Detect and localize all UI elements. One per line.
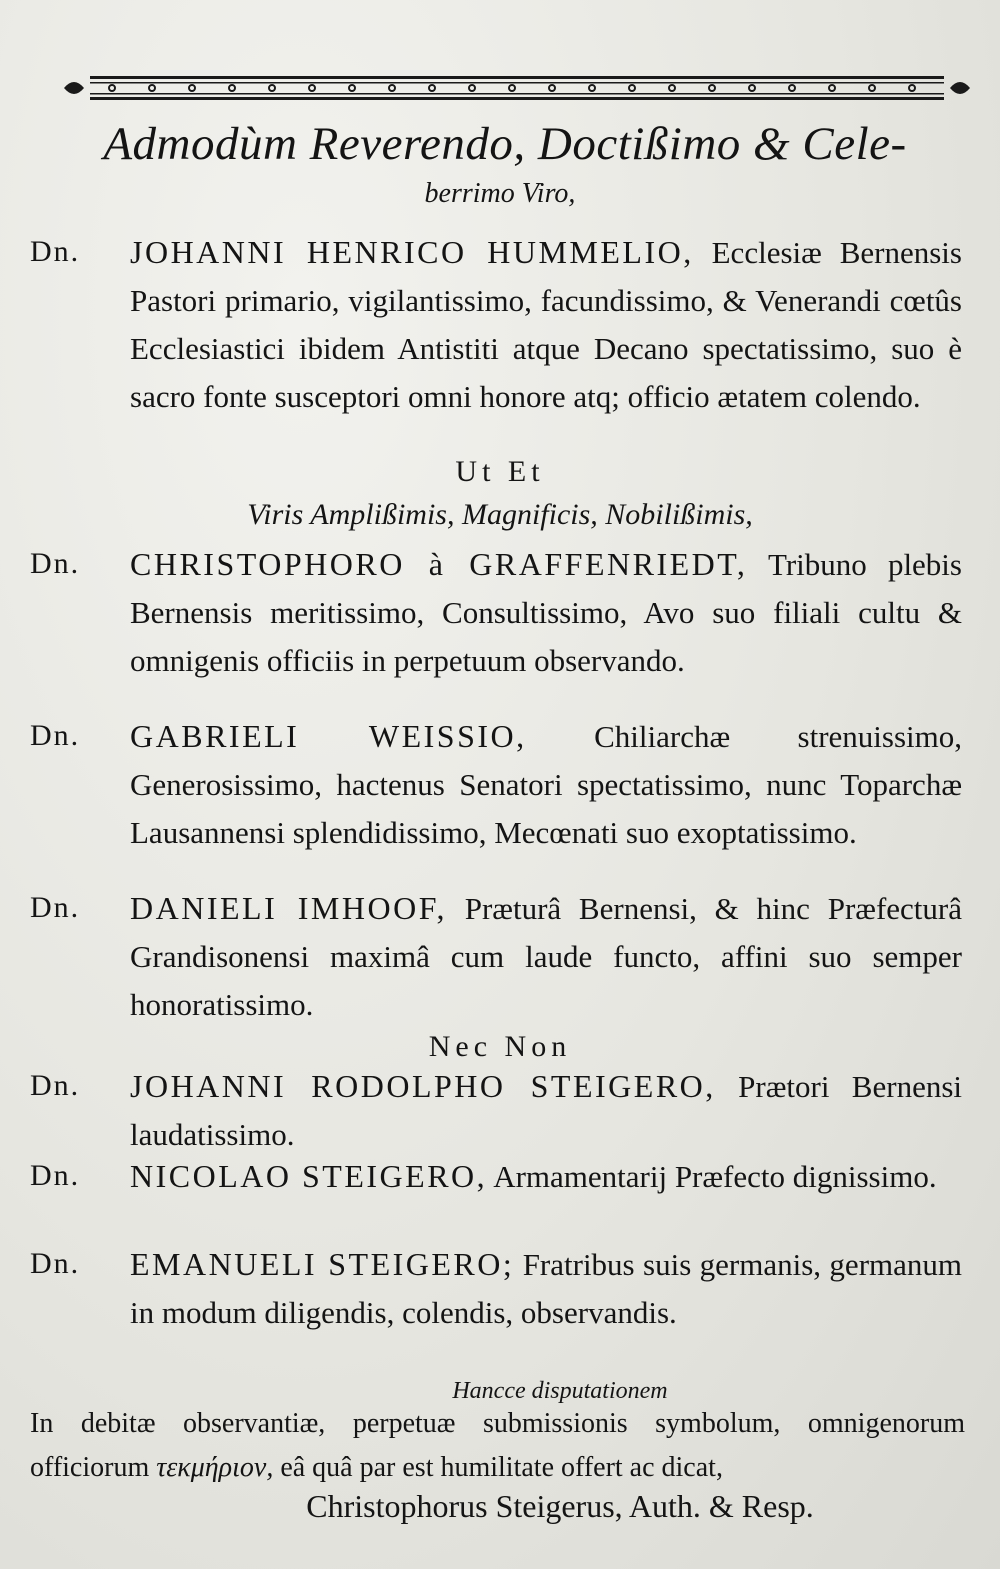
dedicatee-text [130,228,962,421]
dedicatee-description: Tribuno plebis Bernensis meritissimo, Consultissimo, Avo suo filiali cultu & omnigenis officiis in perpetuum observando. [130,547,962,678]
author-signature: Christophorus Steigerus, Auth. & Resp. [306,1488,814,1524]
dedicatee-name: GABRIELI WEISSIO, [130,718,527,754]
dn-prefix: Dn. [30,1159,81,1192]
separator-ut-et: Ut Et [455,455,545,488]
dedicatee-name: CHRISTOPHORO à GRAFFENRIEDT, [130,546,748,582]
dedicatee-name: JOHANNI HENRICO HUMMELIO, [130,234,694,270]
dn-prefix: Dn. [30,719,81,752]
dedicatee-description: Ecclesiæ Bernensis Pastori primario, vigilantissimo, facundissimo, & Venerandi cœtûs Ecclesiastici ibidem Antistiti atque Decano spectatissimo, suo è sacro fonte susceptori omni honore atq; officio ætatem colendo. [130,235,962,414]
dn-prefix: Dn. [30,1069,81,1102]
decorative-border-icon [62,68,972,108]
closing-greek-word: τεκμήριον, [156,1452,274,1483]
viris-line: Viris Amplißimis, Magnificis, Nobilißimis, [247,498,753,531]
dedicatee-text [130,884,962,1029]
closing-italic-line: Hancce disputationem [452,1378,668,1404]
dedicatee-description: Prætori Bernensi laudatissimo. [130,1069,963,1152]
closing-text-end: eâ quâ par est humilitate offert ac dicat, [280,1452,723,1483]
dn-prefix: Dn. [30,235,81,268]
dedicatee-name: EMANUELI STEIGERO; [130,1246,515,1282]
dedicatee-text [130,1062,962,1159]
dedicatee-description: Chiliarchæ strenuissimo, Generosissimo, hactenus Senatori spectatissimo, nunc Toparchæ Lausannensi splendidissimo, Mecœnati suo exoptatissimo. [130,719,963,850]
dedicatee-description: Fratribus suis germanis, germanum in modum diligendis, colendis, observandis. [130,1247,963,1330]
dedicatee-text [130,1240,962,1337]
dedicatee-name: DANIELI IMHOOF, [130,890,447,926]
dedicatee-name: JOHANNI RODOLPHO STEIGERO, [130,1068,716,1104]
dn-prefix: Dn. [30,891,81,924]
dedicatee-text [130,1152,962,1201]
dedicatee-description: Præturâ Bernensi, & hinc Præfecturâ Grandisonensi maximâ cum laude functo, affini suo semper honoratissimo. [130,891,962,1022]
dn-prefix: Dn. [30,547,81,580]
dn-prefix: Dn. [30,1247,81,1280]
dedicatee-text [130,712,962,857]
dedicatee-name: NICOLAO STEIGERO, [130,1158,488,1194]
dedication-heading: Admodùm Reverendo, Doctißimo & Cele- [103,118,907,170]
dedicatee-text [130,540,962,685]
separator-nec-non: Nec Non [428,1030,572,1063]
dedication-subheading: berrimo Viro, [424,178,576,209]
closing-text-main: In debitæ observantiæ, perpetuæ submissionis symbolum, omnigenorum officiorum [30,1408,965,1483]
closing-paragraph [30,1402,965,1490]
dedicatee-description: Armamentarij Præfecto dignissimo. [493,1159,937,1194]
